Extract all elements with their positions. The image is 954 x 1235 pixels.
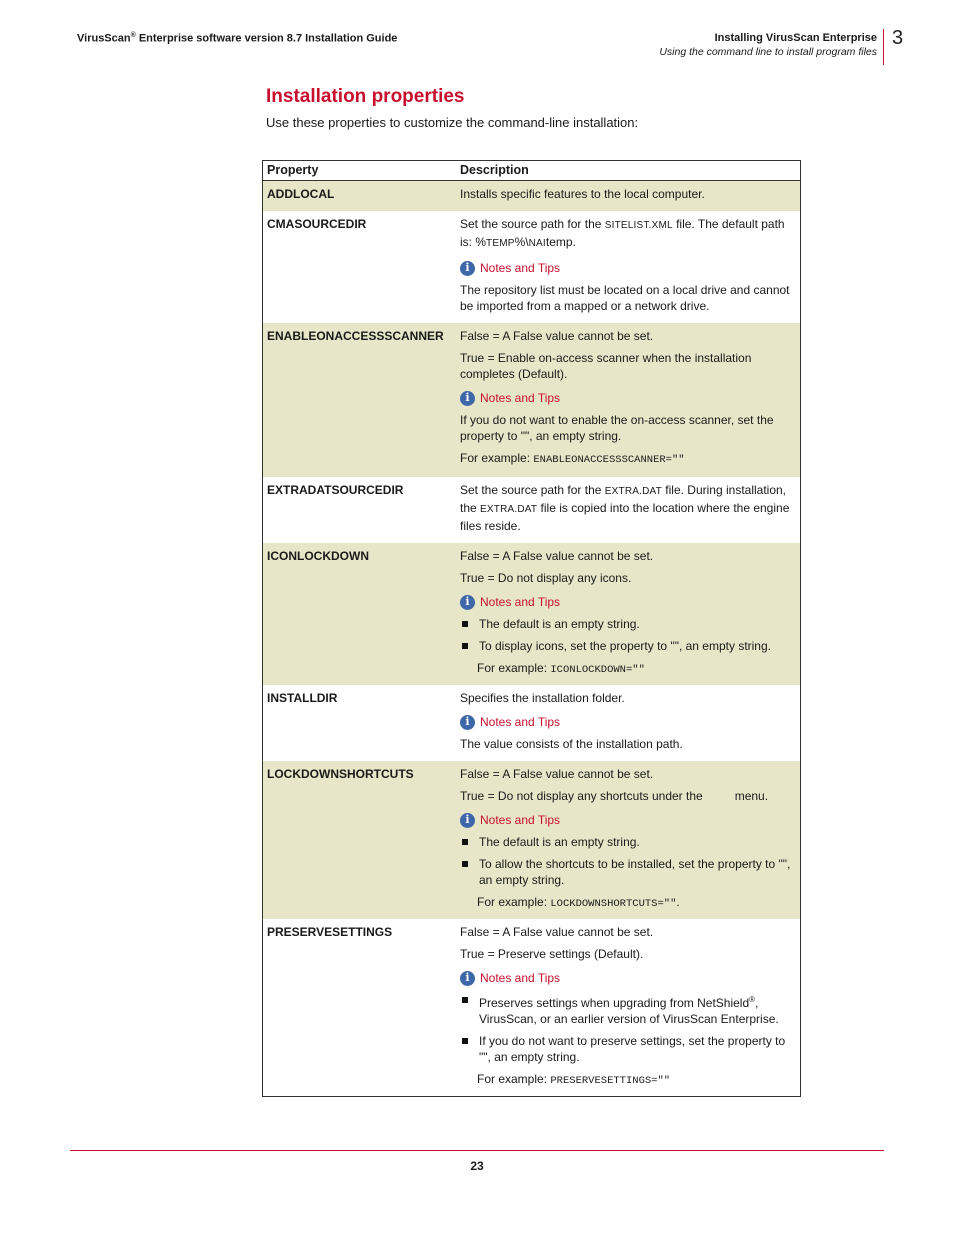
notes-and-tips: i Notes and Tips xyxy=(460,714,796,730)
bullet-icon xyxy=(462,621,468,627)
subsection-title: Using the command line to install program files xyxy=(659,46,877,58)
bullet-icon xyxy=(462,1038,468,1044)
property-name: ENABLEONACCESSSCANNER xyxy=(263,323,457,477)
example: For example: ICONLOCKDOWN="" xyxy=(477,661,645,676)
info-icon: i xyxy=(460,715,475,730)
intro-text: Use these properties to customize the command-line installation: xyxy=(266,115,639,130)
table-row xyxy=(263,543,801,685)
bullet-icon xyxy=(462,643,468,649)
property-name: ADDLOCAL xyxy=(263,181,457,212)
list-item: The default is an empty string. xyxy=(460,834,796,850)
info-icon: i xyxy=(460,261,475,276)
property-name: LOCKDOWNSHORTCUTS xyxy=(263,761,457,919)
property-description: False = A False value cannot be set. True = Preserve settings (Default). i Notes and Tips Preserves settings when upgrading from NetShield®, VirusScan, or an earlier version of VirusScan Enterprise. If you do not want to preserve settings, set the property to "", an empty string. For example: PRESERVESETTINGS="" xyxy=(456,919,801,1097)
running-header-guide-title: VirusScan® Enterprise software version 8.7 Installation Guide xyxy=(77,32,398,45)
example: For example: LOCKDOWNSHORTCUTS="". xyxy=(477,895,680,910)
notes-and-tips: i Notes and Tips xyxy=(460,812,796,828)
bullet-icon xyxy=(462,839,468,845)
table-row xyxy=(263,477,801,543)
property-description: Set the source path for the SITELIST.XML file. The default path is: %TEMP%\NAItemp. i Notes and Tips The repository list must be located on a local drive and cannot be imported from a mapped or a network drive. xyxy=(456,211,801,323)
info-icon: i xyxy=(460,595,475,610)
property-name: PRESERVESETTINGS xyxy=(267,925,393,939)
property-description: Set the source path for the EXTRA.DAT file. During installation, the EXTRA.DAT file is copied into the location where the engine files reside. xyxy=(460,483,790,533)
bullet-icon xyxy=(462,997,468,1003)
list-item: The default is an empty string. xyxy=(460,616,796,632)
property-name: EXTRADATSOURCEDIR xyxy=(267,483,404,497)
table-row xyxy=(263,919,801,1097)
column-header-description: Description xyxy=(456,161,801,181)
table-row xyxy=(263,211,801,323)
example: For example: ENABLEONACCESSSCANNER="" xyxy=(460,451,685,466)
list-item: If you do not want to preserve settings, set the property to "", an empty string. xyxy=(460,1033,796,1065)
info-icon: i xyxy=(460,971,475,986)
property-name: INSTALLDIR xyxy=(267,691,338,705)
header-divider xyxy=(883,29,884,65)
running-header-section xyxy=(659,32,877,58)
example: For example: PRESERVESETTINGS="" xyxy=(477,1072,671,1087)
bullet-icon xyxy=(462,861,468,867)
chapter-number: 3 xyxy=(892,27,904,49)
table-header-row xyxy=(263,161,801,181)
property-description: False = A False value cannot be set. True = Do not display any icons. i Notes and Tips The default is an empty string. To display icons, set the property to "", an empty string. For example: ICONLOCKDOWN="" xyxy=(456,543,801,685)
property-name: ICONLOCKDOWN xyxy=(263,543,457,685)
notes-and-tips: i Notes and Tips xyxy=(460,970,796,986)
page-title: Installation properties xyxy=(266,86,465,107)
footer-divider xyxy=(70,1150,884,1151)
property-description: False = A False value cannot be set. True = Do not display any shortcuts under the menu. i Notes and Tips The default is an empty string. To allow the shortcuts to be installed, set the property to "", an empty string. For example: LOCKDOWNSHORTCUTS="". xyxy=(456,761,801,919)
property-description: Specifies the installation folder. i Notes and Tips The value consists of the installation path. xyxy=(456,685,801,761)
table-row xyxy=(263,761,801,919)
property-description: False = A False value cannot be set. True = Enable on-access scanner when the installation completes (Default). i Notes and Tips If you do not want to enable the on-access scanner, set the property to "", an empty string. For example: ENABLEONACCESSSCANNER="" xyxy=(456,323,801,477)
column-header-property: Property xyxy=(263,161,457,181)
list-item: To allow the shortcuts to be installed, set the property to "", an empty string. xyxy=(460,856,796,888)
properties-table xyxy=(262,160,801,1097)
page-number: 23 xyxy=(470,1159,484,1173)
list-item: Preserves settings when upgrading from NetShield®, VirusScan, or an earlier version of VirusScan Enterprise. xyxy=(460,992,796,1027)
info-icon: i xyxy=(460,813,475,828)
table-row xyxy=(263,323,801,477)
list-item: To display icons, set the property to "", an empty string. xyxy=(460,638,796,654)
table-row xyxy=(263,181,801,212)
property-name: CMASOURCEDIR xyxy=(267,217,367,231)
info-icon: i xyxy=(460,391,475,406)
table-row xyxy=(263,685,801,761)
property-description: Installs specific features to the local computer. xyxy=(456,181,801,212)
notes-and-tips: i Notes and Tips xyxy=(460,594,796,610)
section-title: Installing VirusScan Enterprise xyxy=(714,32,877,44)
notes-and-tips: i Notes and Tips xyxy=(460,260,796,276)
notes-and-tips: i Notes and Tips xyxy=(460,390,796,406)
